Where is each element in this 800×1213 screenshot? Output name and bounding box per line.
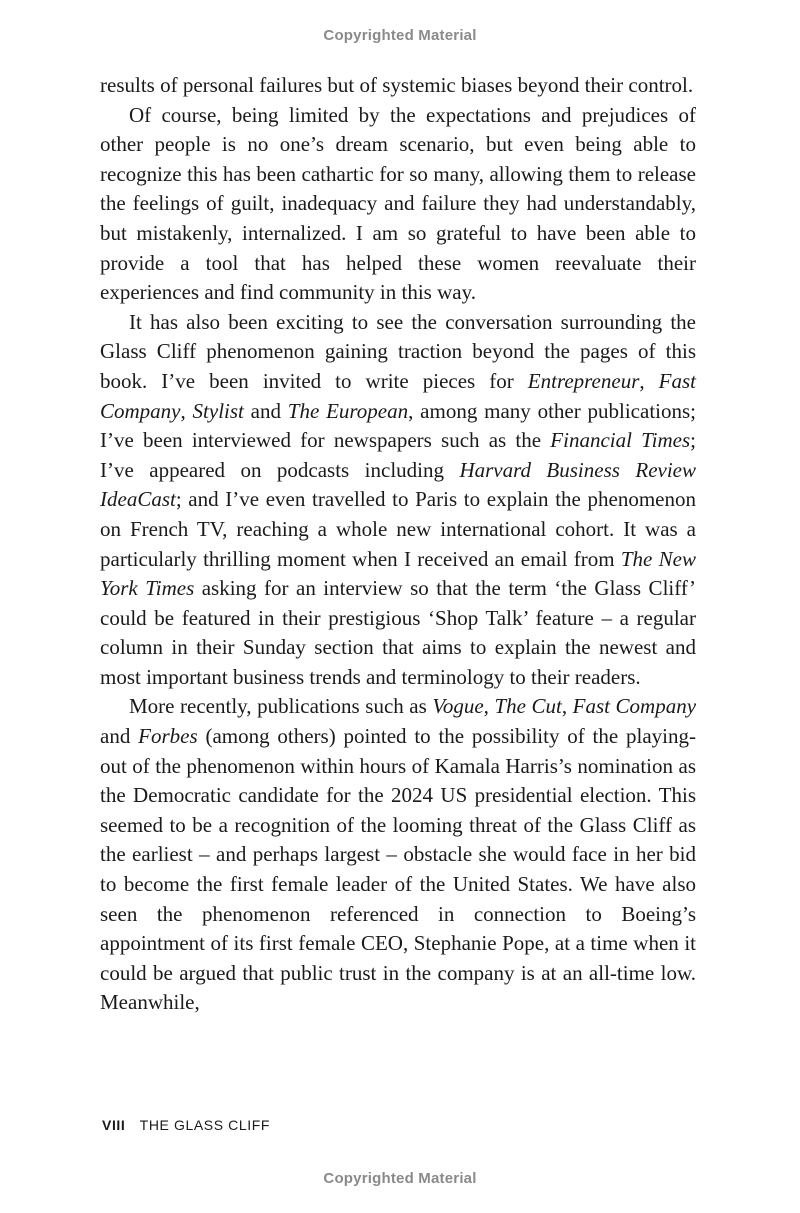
copyright-watermark-top: Copyrighted Material	[323, 27, 477, 44]
italic-title-text: The New York Times	[100, 546, 696, 601]
italic-title-text: The European	[287, 398, 409, 423]
page-number: VIII	[102, 1117, 126, 1133]
copyright-watermark-bottom: Copyrighted Material	[323, 1170, 477, 1187]
running-title: THE GLASS CLIFF	[139, 1117, 271, 1133]
italic-title-text: Fast Company	[572, 694, 697, 719]
text-run: and	[243, 398, 288, 423]
paragraph	[100, 692, 696, 1018]
italic-title-text: Fast Company	[100, 368, 697, 423]
italic-title-text: Stylist	[192, 398, 244, 423]
page-body-text	[100, 71, 696, 1018]
italic-title-text: Forbes	[138, 724, 198, 749]
italic-title-text: The Cut	[494, 694, 562, 719]
paragraph	[100, 101, 696, 308]
italic-title-text: Financial Times	[550, 428, 691, 453]
italic-title-text: Vogue	[432, 694, 484, 719]
text-run: More recently, publications such as	[129, 694, 433, 719]
text-run: (among others) pointed to the possibility of the playing-out of the phenomenon within hours of Kamala Harris’s nomination as the Democratic candidate for the 2024 US presidential election. This seemed to be a recognition of the looming threat of the Glass Cliff as the earliest – and perhaps largest – obstacle she would face in her bid to become the first female leader of the United States. We have also seen the phenomenon referenced in connection to Boeing’s appointment of its first female CEO, Stephanie Pope, at a time when it could be argued that public trust in the company is at an all-time low. Meanwhile,	[100, 724, 697, 1015]
paragraph	[100, 71, 696, 101]
paragraph	[100, 308, 696, 693]
italic-title-text: Harvard Business Review IdeaCast	[100, 457, 697, 512]
text-run: ; I’ve appeared on podcasts including	[100, 428, 696, 482]
text-run: ,	[483, 694, 495, 719]
text-run: ; and I’ve even travelled to Paris to explain the phenomenon on French TV, reaching a whole new international cohort. It was a particularly thrilling moment when I received an email from	[100, 487, 696, 571]
italic-title-text: Entrepreneur	[527, 368, 640, 393]
text-run: ,	[639, 368, 659, 393]
text-run: results of personal failures but of systemic biases beyond their control.	[100, 73, 694, 97]
text-run: ,	[180, 398, 193, 423]
text-run: Of course, being limited by the expectations and prejudices of other people is no one’s dream scenario, but even being able to recognize this has been cathartic for so many, allowing them to release the feelings of guilt, inadequacy and failure they had understandably, but mistakenly, internalized. I am so grateful to have been able to provide a tool that has helped these women reevaluate their experiences and find community in this way.	[100, 102, 696, 305]
text-run: It has also been exciting to see the conversation surrounding the Glass Cliff phenomenon gaining traction beyond the pages of this book. I’ve been invited to write pieces for	[100, 309, 696, 393]
text-run: and	[100, 724, 139, 749]
text-run: ,	[561, 694, 573, 719]
running-footer	[102, 1117, 270, 1133]
text-run: , among many other publications; I’ve been interviewed for newspapers such as the	[100, 398, 696, 453]
text-run: asking for an interview so that the term ‘the Glass Cliff’ could be featured in their prestigious ‘Shop Talk’ feature – a regular column in their Sunday section that aims to explain the newest and most important business trends and terminology to their readers.	[100, 576, 696, 689]
